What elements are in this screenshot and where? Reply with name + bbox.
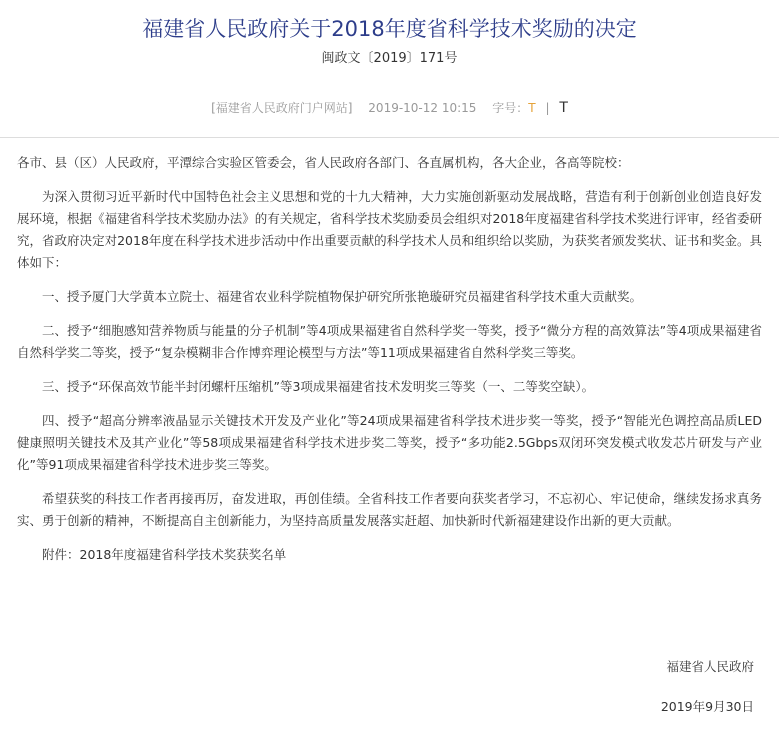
award-item-1: 一、授予厦门大学黄本立院士、福建省农业科学院植物保护研究所张艳璇研究员福建省科学技术重大贡献奖。 xyxy=(42,289,643,304)
award-item-2: 二、授予“细胞感知营养物质与能量的分子机制”等4项成果福建省自然科学奖一等奖，授予“微分方程的高效算法”等4项成果福建省自然科学奖二等奖，授予“复杂模糊非合作博弈理论模型与方法”等11项成果福建省自然科学奖三等奖。 xyxy=(17,323,762,360)
award-item-4: 四、授予“超高分辨率液晶显示关键技术开发及产业化”等24项成果福建省科学技术进步奖一等奖，授予“智能光色调控高品质LED健康照明关键技术及其产业化”等58项成果福建省科学技术进步奖二等奖，授予“多功能2.5Gbps双闭环突发模式收发芯片研发与产业化”等91项成果福建省科学技术进步奖三等奖。 xyxy=(17,413,762,472)
salutation: 各市、县（区）人民政府，平潭综合实验区管委会，省人民政府各部门、各直属机构，各大企业，各高等院校： xyxy=(17,155,630,170)
closing-paragraph: 希望获奖的科技工作者再接再厉，奋发进取，再创佳绩。全省科技工作者要向获奖者学习，不忘初心、牢记使命，继续发扬求真务实、勇于创新的精神，不断提高自主创新能力，为坚持高质量发展落实赶超、加快新时代新福建建设作出新的更大贡献。 xyxy=(17,491,762,528)
font-size-large-button[interactable]: T xyxy=(559,100,568,116)
font-size-separator: | xyxy=(545,101,550,115)
font-size-label: 字号： xyxy=(492,101,529,115)
signature-date: 2019年9月30日 xyxy=(660,699,754,714)
document-title: 福建省人民政府关于2018年度省科学技术奖励的决定 xyxy=(142,17,637,42)
intro-paragraph: 为深入贯彻习近平新时代中国特色社会主义思想和党的十九大精神，大力实施创新驱动发展战略，营造有利于创新创业创造良好发展环境，根据《福建省科学技术奖励办法》的有关规定，省科学技术奖励委员会组织对2018年度福建省科学技术奖进行评审，经省委研究，省政府决定对2018年度在科学技术进步活动中作出重要贡献的科学技术人员和组织给以奖励，为获奖者颁发奖状、证书和奖金。具体如下： xyxy=(17,189,762,270)
font-size-small-button[interactable]: T xyxy=(528,101,536,115)
award-item-3: 三、授予“环保高效节能半封闭螺杆压缩机”等3项成果福建省技术发明奖三等奖（一、二等奖空缺）。 xyxy=(42,379,595,394)
article-meta xyxy=(0,99,779,117)
document-number: 闽政文〔2019〕171号 xyxy=(321,51,458,66)
signatory: 福建省人民政府 xyxy=(666,659,754,674)
attachment-note: 附件：2018年度福建省科学技术奖获奖名单 xyxy=(42,547,287,562)
document-body xyxy=(17,152,762,714)
publish-date: 2019-10-12 10:15 xyxy=(368,101,477,115)
source-link[interactable]: [福建省人民政府门户网站] xyxy=(211,101,353,115)
header-divider xyxy=(0,137,779,138)
